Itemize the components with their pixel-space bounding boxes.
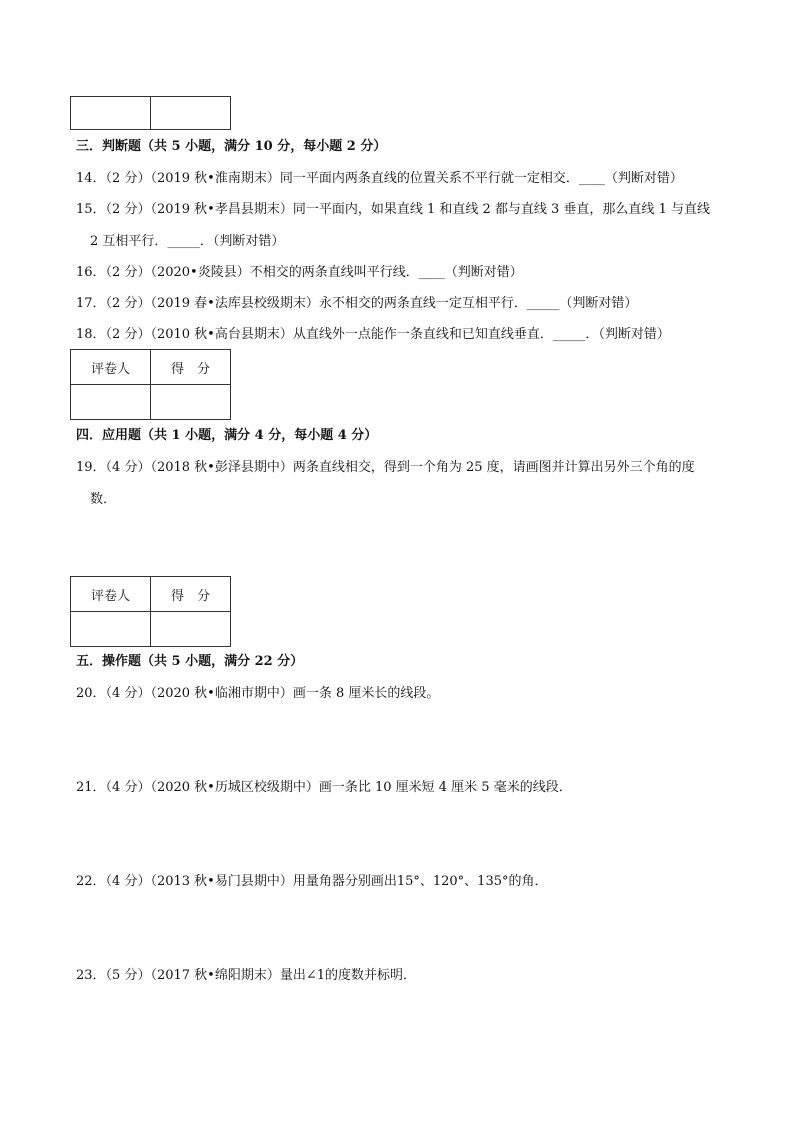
score-box-cell — [151, 612, 231, 647]
question-21: 21．（4 分）（2020 秋•历城区校级期中）画一条比 10 厘米短 4 厘米 5 毫米的线段． — [76, 780, 572, 795]
question-19: 19．（4 分）（2018 秋•彭泽县期中）两条直线相交，得到一个角为 25 度，请画图并计算出另外三个角的度 — [76, 460, 695, 475]
score-box-cell — [151, 97, 231, 130]
question-14: 14．（2 分）（2019 秋•淮南期末）同一平面内两条直线的位置关系不平行就一定相交．____（判断对错） — [76, 171, 683, 186]
score-box-cell — [151, 385, 231, 420]
reviewer-label: 评卷人 — [71, 577, 151, 612]
score-box-cell — [71, 385, 151, 420]
section-5-heading: 五．操作题（共 5 小题，满分 22 分） — [76, 654, 304, 669]
score-label: 得 分 — [151, 577, 231, 612]
question-22: 22．（4 分）（2013 秋•易门县期中）用量角器分别画出15°、120°、135°的角． — [76, 874, 548, 889]
reviewer-label: 评卷人 — [71, 350, 151, 385]
score-box-cell — [71, 612, 151, 647]
question-23: 23．（5 分）（2017 秋•绵阳期末）量出∠1的度数并标明． — [76, 968, 416, 983]
question-20: 20．（4 分）（2020 秋•临湘市期中）画一条 8 厘米长的线段。 — [76, 686, 440, 701]
score-box-section-5 — [70, 576, 231, 647]
question-17: 17．（2 分）（2019 春•法库县校级期末）永不相交的两条直线一定互相平行．_____（判断对错） — [76, 296, 638, 311]
question-19-continuation: 数． — [90, 492, 117, 507]
question-15-continuation: 2 互相平行．_____．（判断对错） — [90, 234, 285, 249]
score-box-cell — [71, 97, 151, 130]
score-box-top — [70, 96, 231, 130]
score-box-section-4 — [70, 349, 231, 420]
score-label: 得 分 — [151, 350, 231, 385]
question-18: 18．（2 分）（2010 秋•高台县期末）从直线外一点能作一条直线和已知直线垂直．_____．（判断对错） — [76, 327, 670, 342]
section-3-heading: 三．判断题（共 5 小题，满分 10 分，每小题 2 分） — [76, 139, 387, 154]
question-16: 16．（2 分）（2020•炎陵县）不相交的两条直线叫平行线．____（判断对错） — [76, 265, 523, 280]
section-4-heading: 四．应用题（共 1 小题，满分 4 分，每小题 4 分） — [76, 428, 378, 443]
question-15: 15．（2 分）（2019 秋•孝昌县期末）同一平面内，如果直线 1 和直线 2 都与直线 3 垂直，那么直线 1 与直线 — [76, 202, 710, 217]
